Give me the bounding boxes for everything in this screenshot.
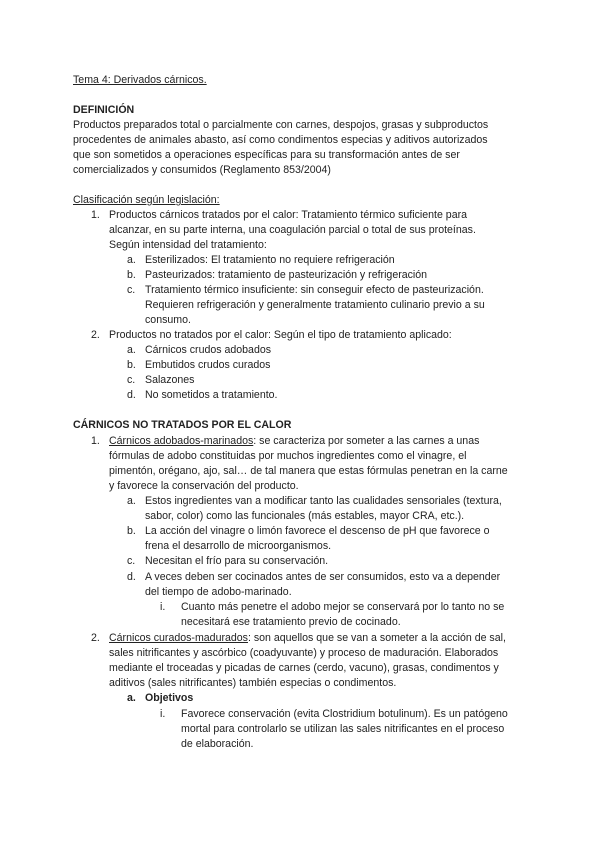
- subsublist-marker: i.: [160, 708, 166, 720]
- list-marker: 1.: [91, 209, 100, 221]
- sublist-marker: a.: [127, 254, 136, 266]
- sublist-marker: d.: [127, 571, 136, 583]
- definition-line: comercializados y consumidos (Reglamento 853/2004): [73, 164, 331, 176]
- list-item-line: Productos no tratados por el calor: Según el tipo de tratamiento aplicado:: [109, 329, 452, 341]
- list-item-line: pimentón, orégano, ajo, sal… de tal manera que estas fórmulas penetran en la carne: [109, 465, 508, 477]
- list-item-line: y favorece la conservación del producto.: [109, 480, 299, 492]
- sublist-marker: a.: [127, 495, 136, 507]
- sublist-item-line: La acción del vinagre o limón favorece el descenso de pH que favorece o: [145, 525, 490, 537]
- sublist-marker: b.: [127, 359, 136, 371]
- sublist-item-line: A veces deben ser cocinados antes de ser consumidos, esto va a depender: [145, 571, 501, 583]
- list-item-line: aditivos (sales nitrificantes) también especias o condimentos.: [109, 677, 397, 689]
- sublist-item-line: Salazones: [145, 374, 195, 386]
- sublist-item-line: sabor, color) como las funcionales (más estables, mayor CRA, etc.).: [145, 510, 465, 522]
- list-item-line: Según intensidad del tratamiento:: [109, 239, 267, 251]
- definition-heading: DEFINICIÓN: [73, 104, 135, 116]
- list-marker: 1.: [91, 435, 100, 447]
- list-marker: 2.: [91, 329, 100, 341]
- subsublist-item-line: Favorece conservación (evita Clostridium botulinum). Es un patógeno: [181, 708, 508, 720]
- objetivos-label: Objetivos: [145, 692, 194, 704]
- definition-line: procedentes de animales abasto, así como condimentos especias y aditivos autorizados: [73, 134, 488, 146]
- no-tratados-heading: CÁRNICOS NO TRATADOS POR EL CALOR: [73, 419, 292, 431]
- term-curados: Cárnicos curados-madurados: [109, 632, 248, 644]
- sublist-marker: b.: [127, 525, 136, 537]
- classification-heading: Clasificación según legislación:: [73, 194, 220, 206]
- sublist-item-line: Requieren refrigeración y generalmente tratamiento culinario previo a su: [145, 299, 485, 311]
- subsublist-item-line: mortal para controlarlo se utilizan las sales nitrificantes en el proceso: [181, 723, 505, 735]
- subsublist-item-line: de elaboración.: [181, 738, 254, 750]
- list-item-line: Productos cárnicos tratados por el calor: Tratamiento térmico suficiente para: [109, 209, 467, 221]
- sublist-marker: b.: [127, 269, 136, 281]
- sublist-item-line: No sometidos a tratamiento.: [145, 389, 278, 401]
- subsublist-item-line: Cuanto más penetre el adobo mejor se conservará por lo tanto no se: [181, 601, 505, 613]
- definition-line: Productos preparados total o parcialmente con carnes, despojos, grasas y subproductos: [73, 119, 489, 131]
- list-item-line: [109, 434, 479, 448]
- list-item-line: fórmulas de adobo constituidas por muchos ingredientes como el vinagre, el: [109, 450, 467, 462]
- sublist-item-line: Estos ingredientes van a modificar tanto las cualidades sensoriales (textura,: [145, 495, 502, 507]
- sublist-item-line: Esterilizados: El tratamiento no requiere refrigeración: [145, 254, 395, 266]
- document-title: Tema 4: Derivados cárnicos.: [73, 74, 207, 86]
- sublist-marker: c.: [127, 374, 136, 386]
- term-adobados: Cárnicos adobados-marinados: [109, 435, 254, 447]
- term-description: : son aquellos que se van a someter a la acción de sal,: [247, 632, 506, 644]
- sublist-marker: c.: [127, 284, 136, 296]
- sublist-marker: c.: [127, 555, 136, 567]
- definition-line: que son sometidos a operaciones específicas para su transformación antes de ser: [73, 149, 460, 161]
- sublist-item-line: Embutidos crudos curados: [145, 359, 271, 371]
- sublist-item-line: Pasteurizados: tratamiento de pasteurización y refrigeración: [145, 269, 428, 281]
- sublist-marker: a.: [127, 344, 136, 356]
- list-item-line: mediante el troceadas y picadas de carnes (cerdo, vacuno), grasas, condimentos y: [109, 662, 499, 674]
- term-description: : se caracteriza por someter a las carnes a unas: [253, 435, 480, 447]
- sublist-item-line: Tratamiento térmico insuficiente: sin conseguir efecto de pasteurización.: [145, 284, 484, 296]
- list-item-line: alcanzar, en su parte interna, una coagulación parcial o total de sus proteínas.: [109, 224, 476, 236]
- subsublist-item-line: necesitará ese tratamiento previo de cocinado.: [181, 616, 401, 628]
- sublist-item-line: Cárnicos crudos adobados: [145, 344, 272, 356]
- sublist-marker: d.: [127, 389, 136, 401]
- list-item-line: sales nitrificantes y ascórbico (coadyuvante) y proceso de maduración. Elaborados: [109, 647, 499, 659]
- sublist-marker: a.: [127, 692, 136, 704]
- sublist-item-line: Necesitan el frío para su conservación.: [145, 555, 329, 567]
- sublist-item-line: del tiempo de adobo-marinado.: [145, 586, 292, 598]
- list-marker: 2.: [91, 632, 100, 644]
- sublist-item-line: frena el desarrollo de microorganismos.: [145, 540, 332, 552]
- list-item-line: [109, 631, 506, 645]
- sublist-item-line: consumo.: [145, 314, 191, 326]
- subsublist-marker: i.: [160, 601, 166, 613]
